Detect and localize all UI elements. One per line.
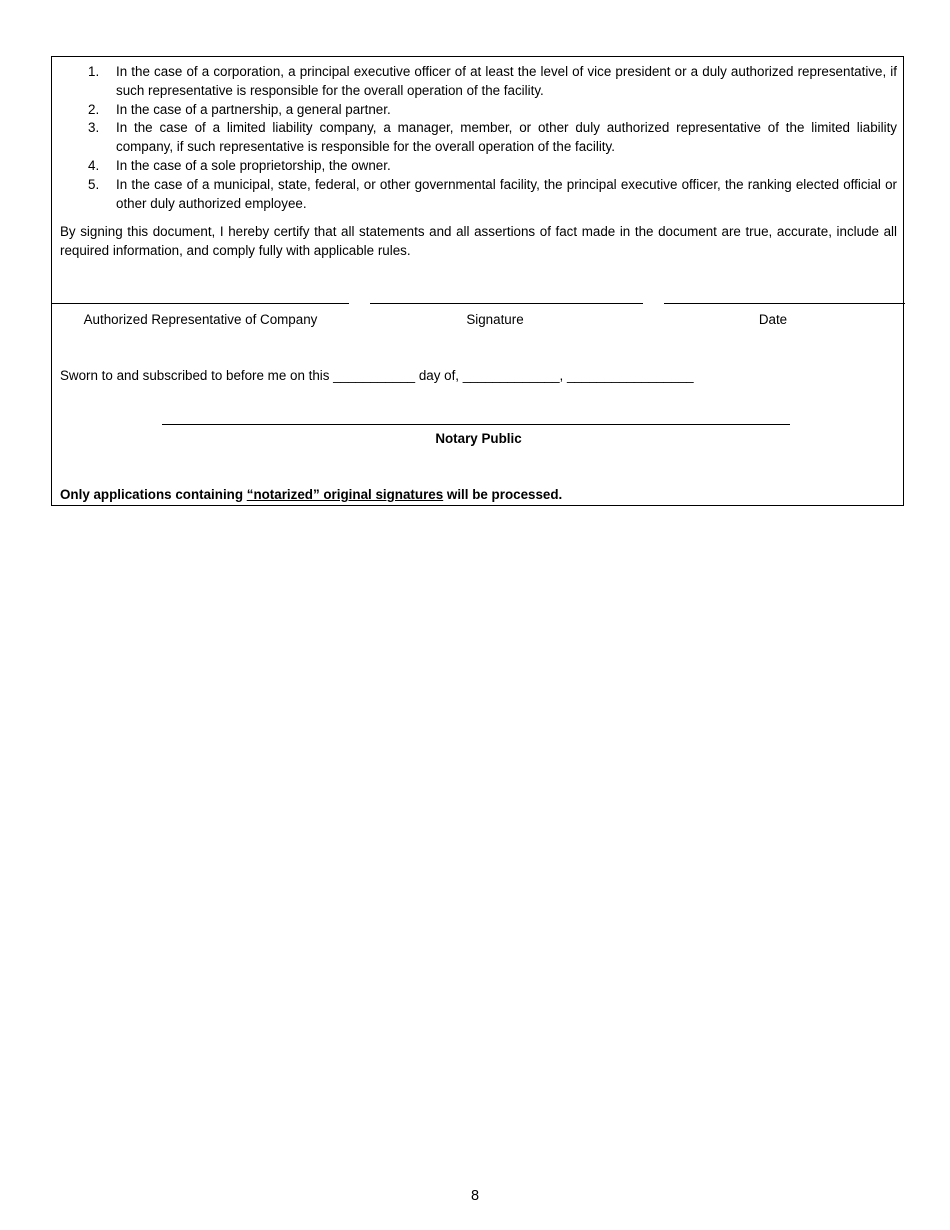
page-number: 8 bbox=[470, 1188, 480, 1204]
list-item-text: In the case of a sole proprietorship, the owner. bbox=[116, 157, 391, 173]
notice-suffix: will be processed. bbox=[443, 487, 563, 502]
representative-label: Authorized Representative of Company bbox=[83, 312, 318, 327]
sworn-statement: Sworn to and subscribed to before me on this ___________ day of, _____________, _________________ bbox=[60, 368, 694, 383]
list-item bbox=[52, 176, 905, 214]
list-item bbox=[52, 119, 905, 157]
list-item-text: In the case of a partnership, a general partner. bbox=[116, 101, 391, 117]
signature-label: Signature bbox=[466, 312, 524, 327]
list-item bbox=[52, 101, 905, 120]
list-item bbox=[52, 63, 905, 101]
notary-signature-line[interactable] bbox=[162, 424, 790, 425]
list-item-text: In the case of a limited liability company, a manager, member, or other duly authorized representative of the limited liability company, if such representative is responsible for the overall operation of the facility. bbox=[116, 120, 897, 155]
date-line[interactable] bbox=[664, 303, 905, 304]
representative-signature-line[interactable] bbox=[51, 303, 349, 304]
authorized-signer-list bbox=[52, 63, 905, 213]
list-item bbox=[52, 157, 905, 176]
list-item-number: 3. bbox=[88, 120, 100, 136]
notice-prefix: Only applications containing bbox=[60, 487, 247, 502]
date-label: Date bbox=[758, 312, 788, 327]
list-item-text: In the case of a corporation, a principal executive officer of at least the level of vice president or a duly authorized representative, if such representative is responsible for the overall operation of the facility. bbox=[116, 64, 897, 98]
processing-notice bbox=[60, 486, 562, 504]
list-item-text: In the case of a municipal, state, federal, or other governmental facility, the principal executive officer, the ranking elected official or other duly authorized employee. bbox=[116, 176, 897, 211]
certification-form bbox=[51, 56, 904, 506]
list-item-number: 2. bbox=[88, 101, 100, 117]
certification-statement: By signing this document, I hereby certify that all statements and all assertions of fact made in the document are true, accurate, include all required information, and comply fully with applicable rules. bbox=[60, 224, 897, 258]
list-item-number: 4. bbox=[88, 157, 100, 173]
notice-emphasis: “notarized” original signatures bbox=[246, 487, 444, 502]
list-item-number: 1. bbox=[88, 64, 100, 79]
signature-line[interactable] bbox=[370, 303, 643, 304]
notary-public-label: Notary Public bbox=[435, 431, 522, 446]
list-item-number: 5. bbox=[88, 176, 100, 192]
